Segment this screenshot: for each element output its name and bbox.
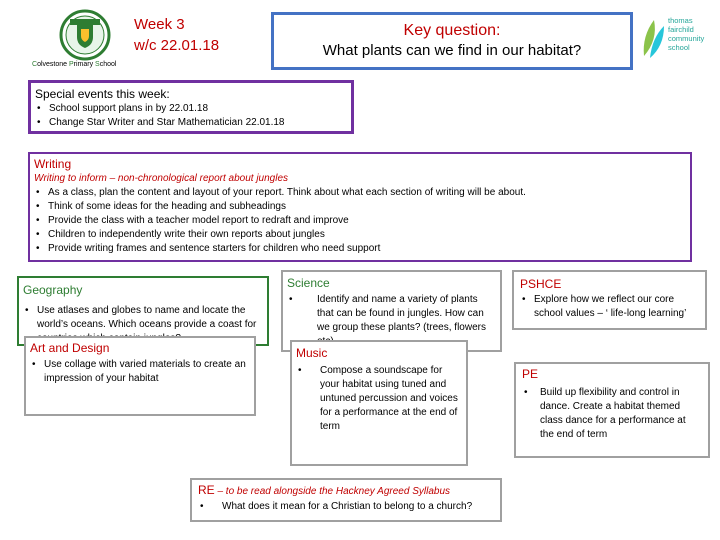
writing-subtitle: Writing to inform – non-chronological report about jungles [34, 173, 289, 184]
music-title: Music [296, 346, 328, 360]
logo-word-school: school [668, 43, 690, 52]
week-commencing: w/c 22.01.18 [134, 37, 220, 54]
art-design-box [24, 336, 256, 416]
list-item: • What does it mean for a Christian to belong to a church? [198, 500, 494, 514]
school-crest-icon [40, 8, 130, 62]
pshce-title: PSHCE [520, 277, 562, 291]
leaf-logo-icon [640, 16, 666, 60]
list-item: • Use atlases and globes to name and locate the world’s oceans. Which oceans provide a coast for [23, 304, 263, 346]
list-item: • Build up flexibility and control in dance. Create a habitat themed class dance for a performance at the end of term [522, 386, 702, 442]
pe-list [522, 386, 702, 442]
re-title: RE [198, 483, 215, 497]
week-label [134, 14, 254, 56]
logo-word-thomas: thomas [668, 16, 693, 25]
list-item: • School support plans in by 22.01.18 [35, 102, 347, 116]
writing-list [34, 186, 686, 256]
re-subtitle: – to be read alongside the Hackney Agreed Syllabus [214, 486, 451, 497]
thomas-fairchild-logo [640, 14, 712, 64]
re-heading [198, 482, 494, 500]
geography-title: Geography [23, 283, 83, 297]
list-item: • Explore how we reflect our core school values – ‘ life-long learning’ [520, 293, 699, 321]
pe-box [514, 362, 710, 458]
music-box [290, 340, 468, 466]
list-item: • Provide writing frames and sentence starters for children who need support [34, 242, 686, 256]
pshce-list [520, 293, 699, 321]
list-item: • Compose a soundscape for your habitat using tuned and untuned percussion and voices for a performance at the end of term [296, 364, 462, 434]
list-item: • Change Star Writer and Star Mathematician 22.01.18 [35, 116, 347, 130]
list-item: • Children to independently write their own reports about jungles [34, 228, 686, 242]
art-design-list [30, 358, 250, 386]
writing-title: Writing [34, 157, 72, 171]
logo-text [668, 16, 704, 52]
logo-word-fairchild: fairchild [668, 25, 694, 34]
key-question-label: Key question: [403, 22, 501, 39]
special-events-title: Special events this week: [35, 87, 170, 101]
writing-box [28, 152, 692, 262]
colvestone-logo [40, 8, 130, 62]
list-item: • Think of some ideas for the heading and subheadings [34, 200, 686, 214]
pe-title: PE [522, 367, 539, 381]
art-design-title: Art and Design [30, 341, 110, 355]
science-title: Science [287, 276, 330, 290]
special-events-list [35, 102, 347, 130]
key-question-box [271, 12, 633, 70]
re-list [198, 500, 494, 514]
caption-c: C [32, 61, 38, 68]
logo-word-community: community [668, 34, 705, 43]
re-box [190, 478, 502, 522]
special-events-box [28, 80, 354, 134]
week-number: Week 3 [134, 16, 185, 33]
key-question-text: What plants can we find in our habitat? [322, 42, 582, 59]
caption-s: S [95, 61, 100, 68]
list-item: • Use collage with varied materials to create an impression of your habitat [30, 358, 250, 386]
colvestone-caption [32, 60, 142, 69]
caption-rimary: rimary [73, 61, 96, 68]
list-item: • Identify and name a variety of plants that can be found in jungles. How can we group these plants? (trees, flowers [287, 293, 496, 349]
list-item: • As a class, plan the content and layout of your report. Think about what each section of writing will be about. [34, 186, 686, 200]
list-item: • Provide the class with a teacher model report to redraft and improve [34, 214, 686, 228]
caption-chool: chool [99, 61, 117, 68]
caption-olvestone: olvestone [37, 61, 69, 68]
caption-p: P [68, 61, 74, 68]
pshce-box [512, 270, 707, 330]
music-list [296, 364, 462, 434]
